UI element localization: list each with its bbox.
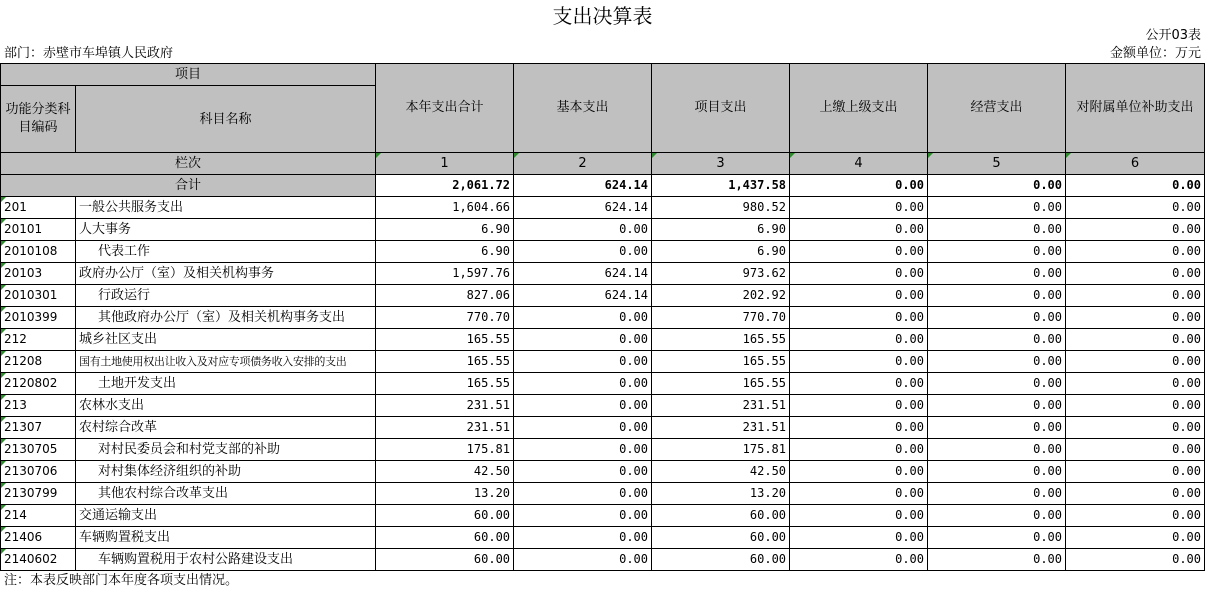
row-value-2: 0.00 (514, 417, 652, 439)
row-value-5: 0.00 (928, 417, 1066, 439)
row-code: 21208 (1, 351, 76, 373)
row-value-2: 0.00 (514, 395, 652, 417)
row-value-6: 0.00 (1066, 505, 1205, 527)
row-subject-name: 农村综合改革 (76, 417, 376, 439)
row-subject-name: 交通运输支出 (76, 505, 376, 527)
row-value-5: 0.00 (928, 285, 1066, 307)
row-value-2: 0.00 (514, 351, 652, 373)
row-value-2: 0.00 (514, 527, 652, 549)
row-value-3: 980.52 (652, 197, 790, 219)
row-subject-name: 政府办公厅（室）及相关机构事务 (76, 263, 376, 285)
row-value-3: 42.50 (652, 461, 790, 483)
row-value-2: 0.00 (514, 307, 652, 329)
row-value-6: 0.00 (1066, 373, 1205, 395)
row-value-6: 0.00 (1066, 307, 1205, 329)
header-project: 项目 (1, 64, 376, 86)
total-value-6: 0.00 (1066, 175, 1205, 197)
header-col-4: 上缴上级支出 (790, 64, 928, 153)
row-value-1: 60.00 (376, 549, 514, 571)
row-value-6: 0.00 (1066, 461, 1205, 483)
row-value-1: 165.55 (376, 351, 514, 373)
row-subject-name: 对村民委员会和村党支部的补助 (76, 439, 376, 461)
row-subject-name: 车辆购置税用于农村公路建设支出 (76, 549, 376, 571)
row-value-5: 0.00 (928, 439, 1066, 461)
row-value-1: 231.51 (376, 395, 514, 417)
row-subject-name: 行政运行 (76, 285, 376, 307)
row-code: 20103 (1, 263, 76, 285)
table-row (1, 395, 1205, 417)
row-value-6: 0.00 (1066, 263, 1205, 285)
row-code: 212 (1, 329, 76, 351)
row-value-1: 165.55 (376, 329, 514, 351)
header-col-5: 经营支出 (928, 64, 1066, 153)
row-code: 213 (1, 395, 76, 417)
row-value-6: 0.00 (1066, 417, 1205, 439)
row-value-5: 0.00 (928, 527, 1066, 549)
table-row (1, 241, 1205, 263)
row-value-5: 0.00 (928, 263, 1066, 285)
row-value-5: 0.00 (928, 373, 1066, 395)
row-value-6: 0.00 (1066, 351, 1205, 373)
row-value-4: 0.00 (790, 351, 928, 373)
row-value-6: 0.00 (1066, 219, 1205, 241)
row-value-4: 0.00 (790, 241, 928, 263)
row-value-3: 973.62 (652, 263, 790, 285)
row-value-1: 1,604.66 (376, 197, 514, 219)
row-code: 21406 (1, 527, 76, 549)
row-value-4: 0.00 (790, 417, 928, 439)
row-value-3: 231.51 (652, 417, 790, 439)
row-value-2: 624.14 (514, 263, 652, 285)
row-value-2: 0.00 (514, 549, 652, 571)
form-number: 公开03表 (1145, 28, 1201, 43)
row-value-3: 231.51 (652, 395, 790, 417)
row-value-2: 0.00 (514, 329, 652, 351)
row-value-6: 0.00 (1066, 395, 1205, 417)
header-col-2: 基本支出 (514, 64, 652, 153)
table-row (1, 329, 1205, 351)
row-value-6: 0.00 (1066, 549, 1205, 571)
row-value-6: 0.00 (1066, 241, 1205, 263)
row-value-1: 60.00 (376, 505, 514, 527)
row-subject-name: 国有土地使用权出让收入及对应专项债务收入安排的支出 (76, 351, 376, 373)
row-value-5: 0.00 (928, 351, 1066, 373)
department-label: 部门：赤壁市车埠镇人民政府 (4, 46, 174, 61)
row-value-6: 0.00 (1066, 527, 1205, 549)
row-value-2: 0.00 (514, 241, 652, 263)
row-value-3: 60.00 (652, 549, 790, 571)
row-value-6: 0.00 (1066, 483, 1205, 505)
table-note: 注：本表反映部门本年度各项支出情况。 (4, 573, 239, 588)
table-row (1, 527, 1205, 549)
row-value-4: 0.00 (790, 461, 928, 483)
row-value-4: 0.00 (790, 285, 928, 307)
row-value-2: 624.14 (514, 285, 652, 307)
row-value-3: 13.20 (652, 483, 790, 505)
row-value-4: 0.00 (790, 307, 928, 329)
row-value-4: 0.00 (790, 373, 928, 395)
row-subject-name: 对村集体经济组织的补助 (76, 461, 376, 483)
row-value-3: 165.55 (652, 351, 790, 373)
row-value-2: 0.00 (514, 219, 652, 241)
row-value-6: 0.00 (1066, 439, 1205, 461)
row-code: 20101 (1, 219, 76, 241)
table-row (1, 197, 1205, 219)
row-value-1: 770.70 (376, 307, 514, 329)
row-code: 2140602 (1, 549, 76, 571)
row-value-4: 0.00 (790, 527, 928, 549)
row-subject-name: 人大事务 (76, 219, 376, 241)
row-subject-name: 其他政府办公厅（室）及相关机构事务支出 (76, 307, 376, 329)
table-row (1, 461, 1205, 483)
row-value-4: 0.00 (790, 549, 928, 571)
row-value-2: 0.00 (514, 461, 652, 483)
table-row (1, 439, 1205, 461)
row-value-1: 6.90 (376, 219, 514, 241)
row-value-4: 0.00 (790, 219, 928, 241)
row-value-1: 42.50 (376, 461, 514, 483)
row-code: 2130705 (1, 439, 76, 461)
row-value-2: 0.00 (514, 483, 652, 505)
row-value-1: 6.90 (376, 241, 514, 263)
row-value-5: 0.00 (928, 307, 1066, 329)
row-value-3: 770.70 (652, 307, 790, 329)
total-row (1, 175, 1205, 197)
header-col-3: 项目支出 (652, 64, 790, 153)
row-code: 2130706 (1, 461, 76, 483)
row-code: 2120802 (1, 373, 76, 395)
row-value-3: 202.92 (652, 285, 790, 307)
row-value-6: 0.00 (1066, 197, 1205, 219)
row-value-5: 0.00 (928, 483, 1066, 505)
row-value-2: 0.00 (514, 505, 652, 527)
row-value-3: 165.55 (652, 329, 790, 351)
row-code: 214 (1, 505, 76, 527)
row-code: 2130799 (1, 483, 76, 505)
row-value-1: 165.55 (376, 373, 514, 395)
header-subject-name: 科目名称 (76, 86, 376, 153)
row-value-5: 0.00 (928, 197, 1066, 219)
row-value-3: 6.90 (652, 219, 790, 241)
header-func-code: 功能分类科目编码 (1, 86, 76, 153)
row-value-1: 827.06 (376, 285, 514, 307)
row-code: 2010301 (1, 285, 76, 307)
col-num-5: 5 (928, 153, 1066, 175)
row-subject-name: 城乡社区支出 (76, 329, 376, 351)
total-value-3: 1,437.58 (652, 175, 790, 197)
total-value-4: 0.00 (790, 175, 928, 197)
row-value-2: 0.00 (514, 373, 652, 395)
total-value-1: 2,061.72 (376, 175, 514, 197)
row-value-4: 0.00 (790, 483, 928, 505)
total-value-5: 0.00 (928, 175, 1066, 197)
row-value-1: 1,597.76 (376, 263, 514, 285)
total-label: 合计 (1, 175, 376, 197)
row-subject-name: 其他农村综合改革支出 (76, 483, 376, 505)
row-value-1: 60.00 (376, 527, 514, 549)
table-row (1, 373, 1205, 395)
row-value-1: 231.51 (376, 417, 514, 439)
row-value-5: 0.00 (928, 329, 1066, 351)
row-value-3: 165.55 (652, 373, 790, 395)
col-num-2: 2 (514, 153, 652, 175)
row-value-5: 0.00 (928, 505, 1066, 527)
table-row (1, 263, 1205, 285)
table-row (1, 505, 1205, 527)
row-value-5: 0.00 (928, 241, 1066, 263)
col-num-1: 1 (376, 153, 514, 175)
row-value-5: 0.00 (928, 461, 1066, 483)
row-value-5: 0.00 (928, 219, 1066, 241)
row-value-2: 624.14 (514, 197, 652, 219)
header-row-label: 栏次 (1, 153, 376, 175)
row-value-5: 0.00 (928, 395, 1066, 417)
table-row (1, 285, 1205, 307)
row-value-1: 175.81 (376, 439, 514, 461)
row-value-4: 0.00 (790, 439, 928, 461)
row-value-4: 0.00 (790, 197, 928, 219)
row-code: 2010108 (1, 241, 76, 263)
row-value-4: 0.00 (790, 505, 928, 527)
col-num-4: 4 (790, 153, 928, 175)
report-title: 支出决算表 (552, 4, 653, 28)
row-subject-name: 一般公共服务支出 (76, 197, 376, 219)
table-row (1, 483, 1205, 505)
row-value-3: 60.00 (652, 527, 790, 549)
col-num-3: 3 (652, 153, 790, 175)
row-value-4: 0.00 (790, 329, 928, 351)
table-row (1, 351, 1205, 373)
header-col-6: 对附属单位补助支出 (1066, 64, 1205, 153)
row-subject-name: 代表工作 (76, 241, 376, 263)
table-row (1, 307, 1205, 329)
header-col-1: 本年支出合计 (376, 64, 514, 153)
row-code: 2010399 (1, 307, 76, 329)
row-value-6: 0.00 (1066, 285, 1205, 307)
row-value-3: 175.81 (652, 439, 790, 461)
row-value-4: 0.00 (790, 263, 928, 285)
table-row (1, 417, 1205, 439)
row-subject-name: 车辆购置税支出 (76, 527, 376, 549)
row-code: 201 (1, 197, 76, 219)
row-code: 21307 (1, 417, 76, 439)
row-value-3: 6.90 (652, 241, 790, 263)
table-row (1, 219, 1205, 241)
total-value-2: 624.14 (514, 175, 652, 197)
row-subject-name: 农林水支出 (76, 395, 376, 417)
row-value-6: 0.00 (1066, 329, 1205, 351)
row-value-5: 0.00 (928, 549, 1066, 571)
row-value-1: 13.20 (376, 483, 514, 505)
unit-label: 金额单位：万元 (1109, 46, 1201, 61)
expenditure-table (0, 63, 1205, 571)
table-row (1, 549, 1205, 571)
row-value-2: 0.00 (514, 439, 652, 461)
col-num-6: 6 (1066, 153, 1205, 175)
row-value-3: 60.00 (652, 505, 790, 527)
row-value-4: 0.00 (790, 395, 928, 417)
row-subject-name: 土地开发支出 (76, 373, 376, 395)
